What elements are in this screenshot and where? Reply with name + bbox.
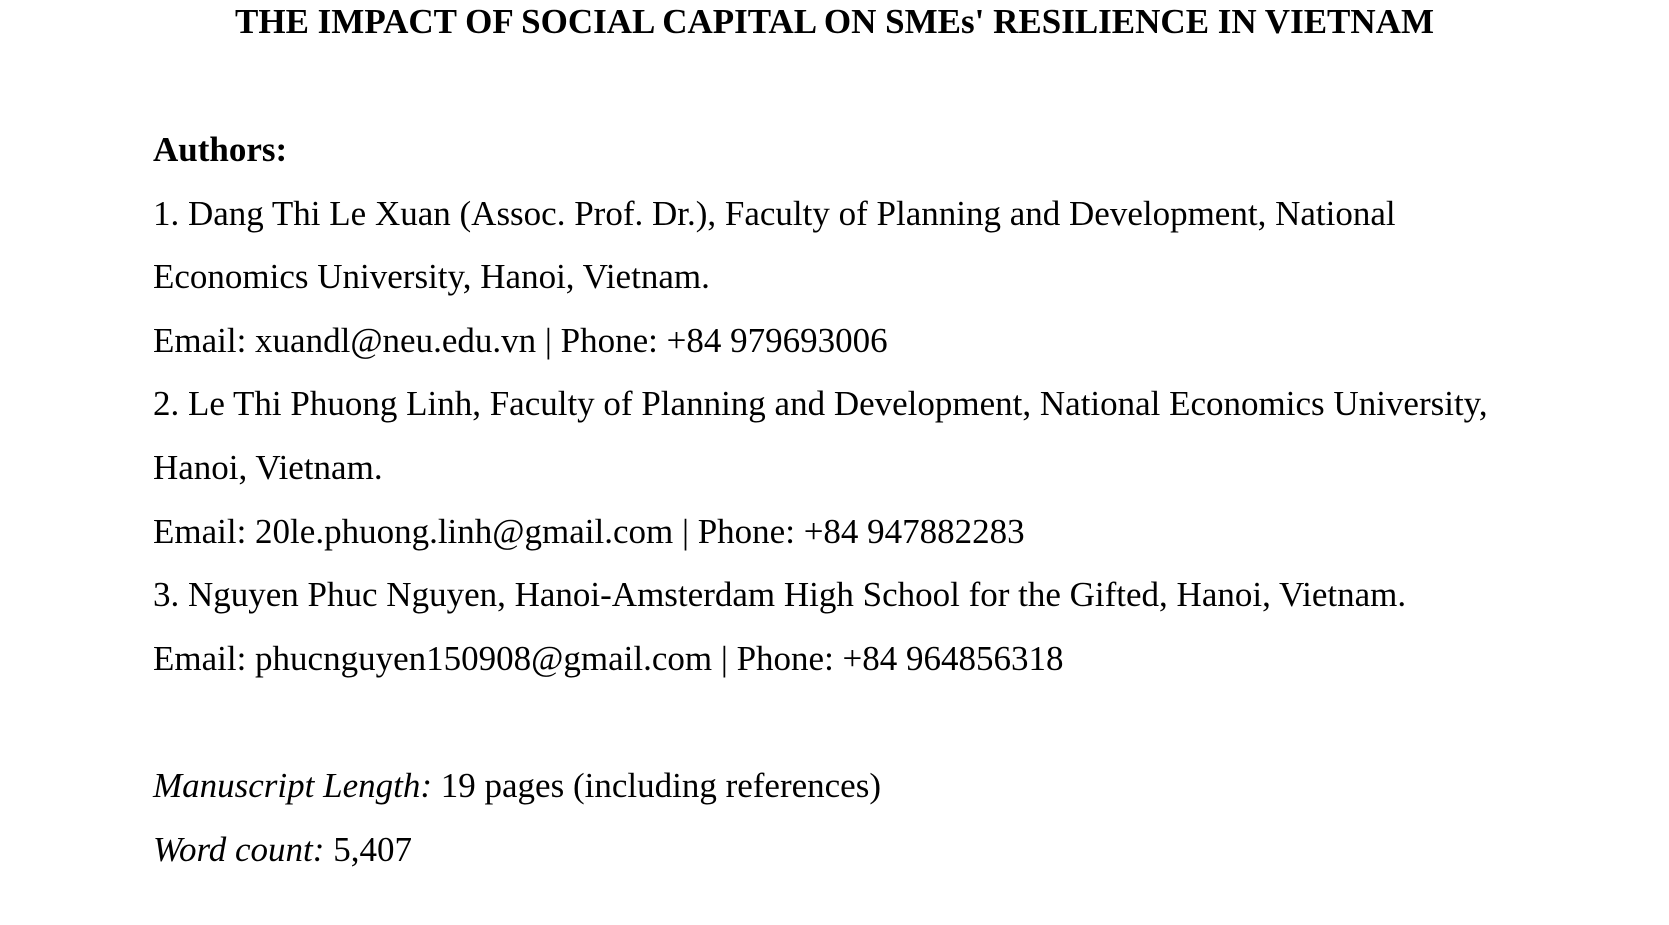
- author-2-contact: Email: 20le.phuong.linh@gmail.com | Phone: +84 947882283: [153, 511, 1025, 551]
- manuscript-length-label: Manuscript Length:: [153, 765, 433, 805]
- word-count: [153, 818, 1633, 882]
- word-count-value: 5,407: [324, 829, 412, 869]
- manuscript-length: [153, 754, 1633, 818]
- author-2-affiliation-line-2: Hanoi, Vietnam.: [153, 447, 383, 487]
- document-body: [153, 118, 1633, 881]
- author-1-contact: Email: xuandl@neu.edu.vn | Phone: +84 979693006: [153, 320, 888, 360]
- author-3-affiliation: 3. Nguyen Phuc Nguyen, Hanoi-Amsterdam High School for the Gifted, Hanoi, Vietnam.: [153, 575, 1407, 615]
- document-title: THE IMPACT OF SOCIAL CAPITAL ON SMEs' RESILIENCE IN VIETNAM: [235, 2, 1434, 41]
- manuscript-length-value: 19 pages (including references): [432, 765, 881, 805]
- blank-line: [153, 690, 1633, 754]
- authors-heading: Authors:: [153, 130, 288, 169]
- author-2-affiliation-line-1: 2. Le Thi Phuong Linh, Faculty of Planning and Development, National Economics University,: [153, 384, 1488, 424]
- author-1-affiliation-line-1: 1. Dang Thi Le Xuan (Assoc. Prof. Dr.), Faculty of Planning and Development, National: [153, 193, 1396, 233]
- author-1-affiliation-line-2: Economics University, Hanoi, Vietnam.: [153, 257, 710, 297]
- word-count-label: Word count:: [153, 829, 325, 869]
- author-3-contact: Email: phucnguyen150908@gmail.com | Phone: +84 964856318: [153, 638, 1064, 678]
